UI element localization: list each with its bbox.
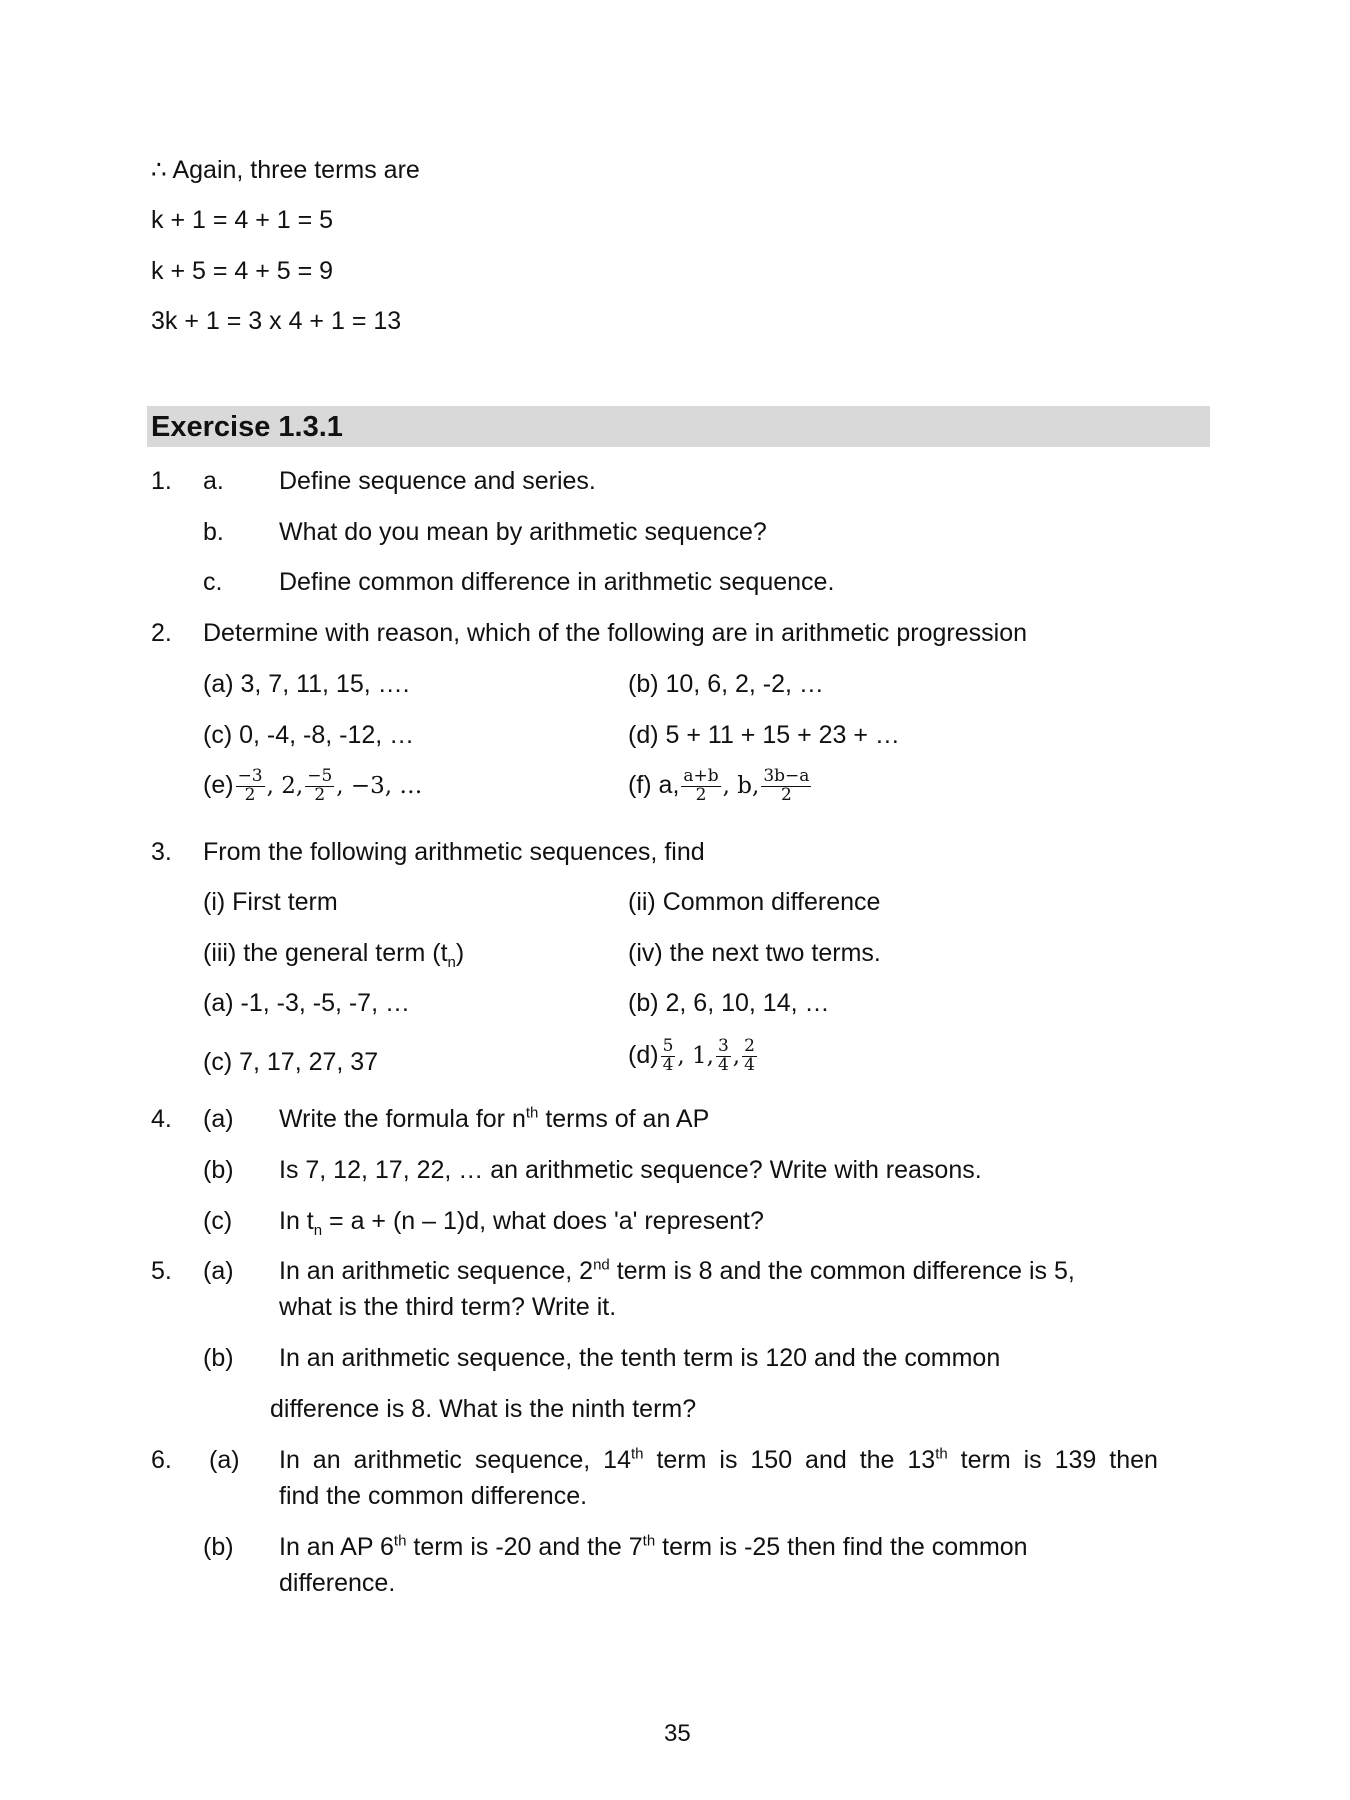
q2c-sequence: (c) 0, -4, -8, -12, … — [203, 721, 415, 749]
q4a-label: (a) — [203, 1105, 234, 1133]
q5b-text-line-1: In an arithmetic sequence, the tenth term is 120 and the common — [279, 1344, 1001, 1372]
q6a-text-line-1: In an arithmetic sequence, 14th term is 150 and the 13th term is 139 then — [279, 1445, 1158, 1474]
q6b-label: (b) — [203, 1533, 234, 1561]
q2d-sequence: (d) 5 + 11 + 15 + 23 + … — [628, 721, 900, 749]
q5a-text-line-1: In an arithmetic sequence, 2nd term is 8 and the common difference is 5, — [279, 1256, 1075, 1285]
q6b-text-line-1: In an AP 6th term is -20 and the 7th term is -25 then find the common — [279, 1532, 1028, 1561]
q5a-text-line-2: what is the third term? Write it. — [279, 1293, 617, 1321]
q3d-fraction-2: $\frac{3}{4}$ — [717, 1036, 729, 1075]
q2f-sequence: (f) a, $\frac{a+b}{2}$ , b, $\frac{3b-a}{2}$ — [628, 766, 810, 805]
q3d-fraction-3: $\frac{2}{4}$ — [744, 1036, 755, 1075]
q2-text: Determine with reason, which of the following are in arithmetic progression — [203, 619, 1027, 647]
q4b-text: Is 7, 12, 17, 22, … an arithmetic sequence? Write with reasons. — [279, 1156, 982, 1184]
q1b-label: b. — [203, 518, 224, 546]
q3-ii: (ii) Common difference — [628, 888, 881, 916]
q5-number: 5. — [151, 1257, 172, 1285]
q3d-fraction-1: $\frac{5}{4}$ — [662, 1036, 674, 1075]
q5a-label: (a) — [203, 1257, 234, 1285]
q4b-label: (b) — [203, 1156, 234, 1184]
q2f-fraction-2: $\frac{3b-a}{2}$ — [763, 766, 810, 805]
therefore-line: ∴ Again, three terms are — [151, 156, 420, 184]
equation-line-3: 3k + 1 = 3 x 4 + 1 = 13 — [151, 307, 402, 335]
q1c-text: Define common difference in arithmetic sequence. — [279, 568, 835, 596]
q3-iv: (iv) the next two terms. — [628, 939, 881, 967]
q6a-text-line-2: find the common difference. — [279, 1482, 588, 1510]
q1-number: 1. — [151, 467, 172, 495]
q3c-sequence: (c) 7, 17, 27, 37 — [203, 1048, 379, 1076]
q3-text: From the following arithmetic sequences, find — [203, 838, 705, 866]
equation-line-1: k + 1 = 4 + 1 = 5 — [151, 206, 334, 234]
q1a-text: Define sequence and series. — [279, 467, 596, 495]
q3-number: 3. — [151, 838, 172, 866]
q2f-fraction-1: $\frac{a+b}{2}$ — [683, 766, 719, 805]
q3b-sequence: (b) 2, 6, 10, 14, … — [628, 989, 830, 1017]
q2e-label: (e) — [203, 770, 234, 799]
q2-number: 2. — [151, 619, 172, 647]
page-number: 35 — [664, 1720, 691, 1747]
q1a-label: a. — [203, 467, 224, 495]
q3-i: (i) First term — [203, 888, 338, 916]
q2a-sequence: (a) 3, 7, 11, 15, …. — [203, 670, 410, 698]
q5b-label: (b) — [203, 1344, 234, 1372]
q2e-fraction-1: $\frac{-3}{2}$ — [237, 766, 263, 805]
exercise-title: Exercise 1.3.1 — [151, 411, 343, 443]
q6a-label: (a) — [209, 1446, 240, 1474]
q5b-text-line-2: difference is 8. What is the ninth term? — [270, 1395, 697, 1423]
q1c-label: c. — [203, 568, 223, 596]
q4-number: 4. — [151, 1105, 172, 1133]
q4a-text: Write the formula for $n^{th}$ terms of an AP — [279, 1104, 710, 1133]
q4c-text: In $t_n = a + (n - 1)d$, what does 'a' represent? — [279, 1207, 764, 1239]
equation-line-2: k + 5 = 4 + 5 = 9 — [151, 257, 334, 285]
q3a-sequence: (a) -1, -3, -5, -7, … — [203, 989, 410, 1017]
q3d-sequence: (d) $\frac{5}{4}$ , 1, $\frac{3}{4}$ , $\frac{2}{4}$ — [628, 1036, 755, 1075]
q2e-sequence: (e) $\frac{-3}{2}$ , 2, $\frac{-5}{2}$ , −3, … — [203, 766, 423, 805]
q6b-text-line-2: difference. — [279, 1569, 396, 1597]
q4c-label: (c) — [203, 1207, 233, 1235]
q1b-text: What do you mean by arithmetic sequence? — [279, 518, 767, 546]
q2e-fraction-2: $\frac{-5}{2}$ — [307, 766, 333, 805]
q6-number: 6. — [151, 1446, 172, 1474]
q3-iii: (iii) the general term $(t_n)$ — [203, 939, 465, 971]
q2b-sequence: (b) 10, 6, 2, -2, … — [628, 670, 824, 698]
